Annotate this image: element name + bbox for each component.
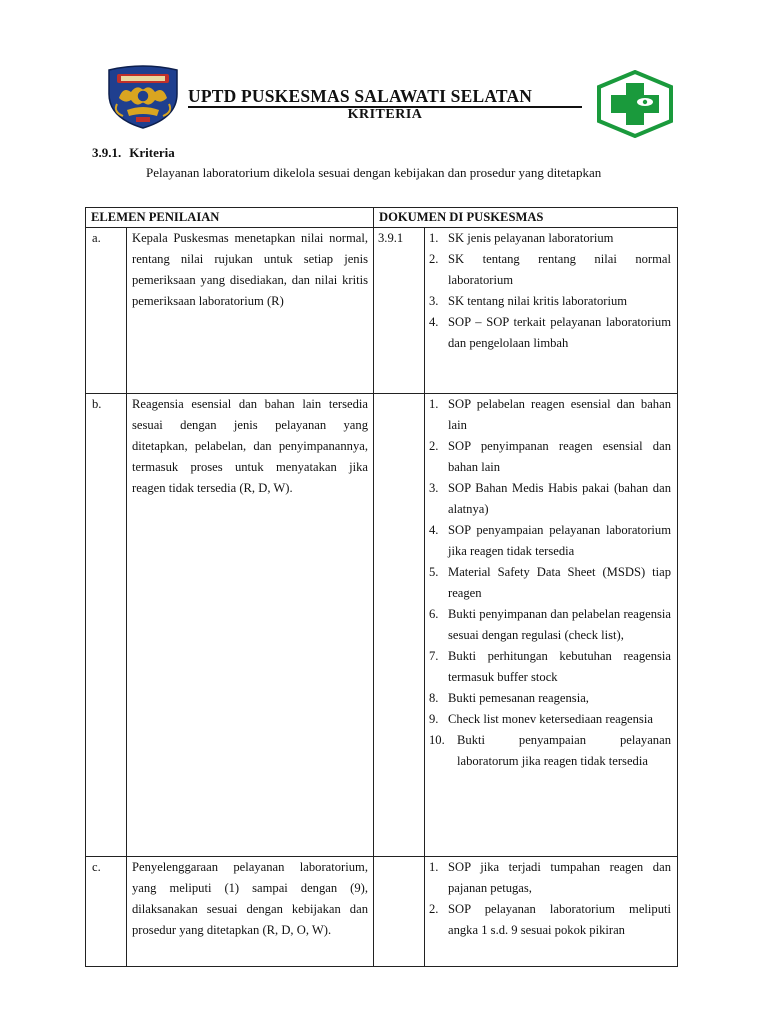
table-row <box>86 394 678 857</box>
list-item: 6. Bukti penyimpanan dan pelabelan reagensia sesuai dengan regulasi (check list), <box>429 607 671 642</box>
list-item: 3. SOP Bahan Medis Habis pakai (bahan dan alatnya) <box>429 481 671 516</box>
list-item: 8. Bukti pemesanan reagensia, <box>429 691 589 705</box>
criteria-table <box>85 207 678 967</box>
row-element: Reagensia esensial dan bahan lain tersedia sesuai dengan jenis pelayanan yang ditetapkan, pelabelan, dan penyimpanannya, termasuk proses untuk menyatakan jika reagen tidak tersedia (R, D, W). <box>127 394 374 857</box>
row-docs <box>425 857 678 967</box>
list-item: 4. SOP – SOP terkait pelayanan laboratorium dan pengelolaan limbah <box>429 315 671 350</box>
section-description: Pelayanan laboratorium dikelola sesuai dengan kebijakan dan prosedur yang ditetapkan <box>146 165 602 180</box>
row-element: Kepala Puskesmas menetapkan nilai normal, rentang nilai rujukan untuk setiap jenis pemeriksaan yang disediakan, dan nilai kritis pemeriksaan laboratorium (R) <box>127 228 374 394</box>
row-letter: c. <box>86 857 127 967</box>
list-item: 4. SOP penyampaian pelayanan laboratorium jika reagen tidak tersedia <box>429 523 671 558</box>
section-number: 3.9.1. <box>92 145 122 160</box>
row-letter: b. <box>86 394 127 857</box>
header-elemen-penilaian: ELEMEN PENILAIAN <box>86 208 374 228</box>
list-item: 2. SK tentang rentang nilai normal laboratorium <box>429 252 671 287</box>
table-row <box>86 228 678 394</box>
row-element: Penyelenggaraan pelayanan laboratorium, yang meliputi (1) sampai dengan (9), dilaksanakan sesuai dengan kebijakan dan prosedur yang ditetapkan (R, D, O, W). <box>127 857 374 967</box>
list-item: 7. Bukti perhitungan kebutuhan reagensia termasuk buffer stock <box>429 649 671 684</box>
table-row <box>86 857 678 967</box>
list-item: 1. SOP pelabelan reagen esensial dan bahan lain <box>429 397 671 432</box>
section-title: Kriteria <box>129 145 175 160</box>
list-item: 2. SOP pelayanan laboratorium meliputi angka 1 s.d. 9 sesuai pokok pikiran <box>429 902 671 937</box>
page-subtitle: KRITERIA <box>347 107 423 122</box>
row-docs <box>425 228 678 394</box>
table-header-row <box>86 208 678 228</box>
row-code: 3.9.1 <box>374 228 425 394</box>
list-item: 1. SK jenis pelayanan laboratorium <box>429 231 614 245</box>
list-item: 10. Bukti penyampaian pelayanan laboratorum jika reagen tidak tersedia <box>429 733 671 768</box>
row-letter: a. <box>86 228 127 394</box>
row-docs <box>425 394 678 857</box>
row-code <box>374 394 425 857</box>
section-heading <box>92 145 183 161</box>
list-item: 3. SK tentang nilai kritis laboratorium <box>429 294 628 308</box>
row-code <box>374 857 425 967</box>
page-title: UPTD PUSKESMAS SALAWATI SELATAN <box>188 86 533 106</box>
list-item: 5. Material Safety Data Sheet (MSDS) tiap reagen <box>429 565 671 600</box>
regional-emblem-icon <box>103 64 183 130</box>
list-item: 2. SOP penyimpanan reagen esensial dan bahan lain <box>429 439 671 474</box>
header-dokumen: DOKUMEN DI PUSKESMAS <box>374 208 678 228</box>
list-item: 9. Check list monev ketersediaan reagensia <box>429 712 653 726</box>
puskesmas-cross-icon <box>597 70 673 138</box>
list-item: 1. SOP jika terjadi tumpahan reagen dan pajanan petugas, <box>429 860 671 895</box>
